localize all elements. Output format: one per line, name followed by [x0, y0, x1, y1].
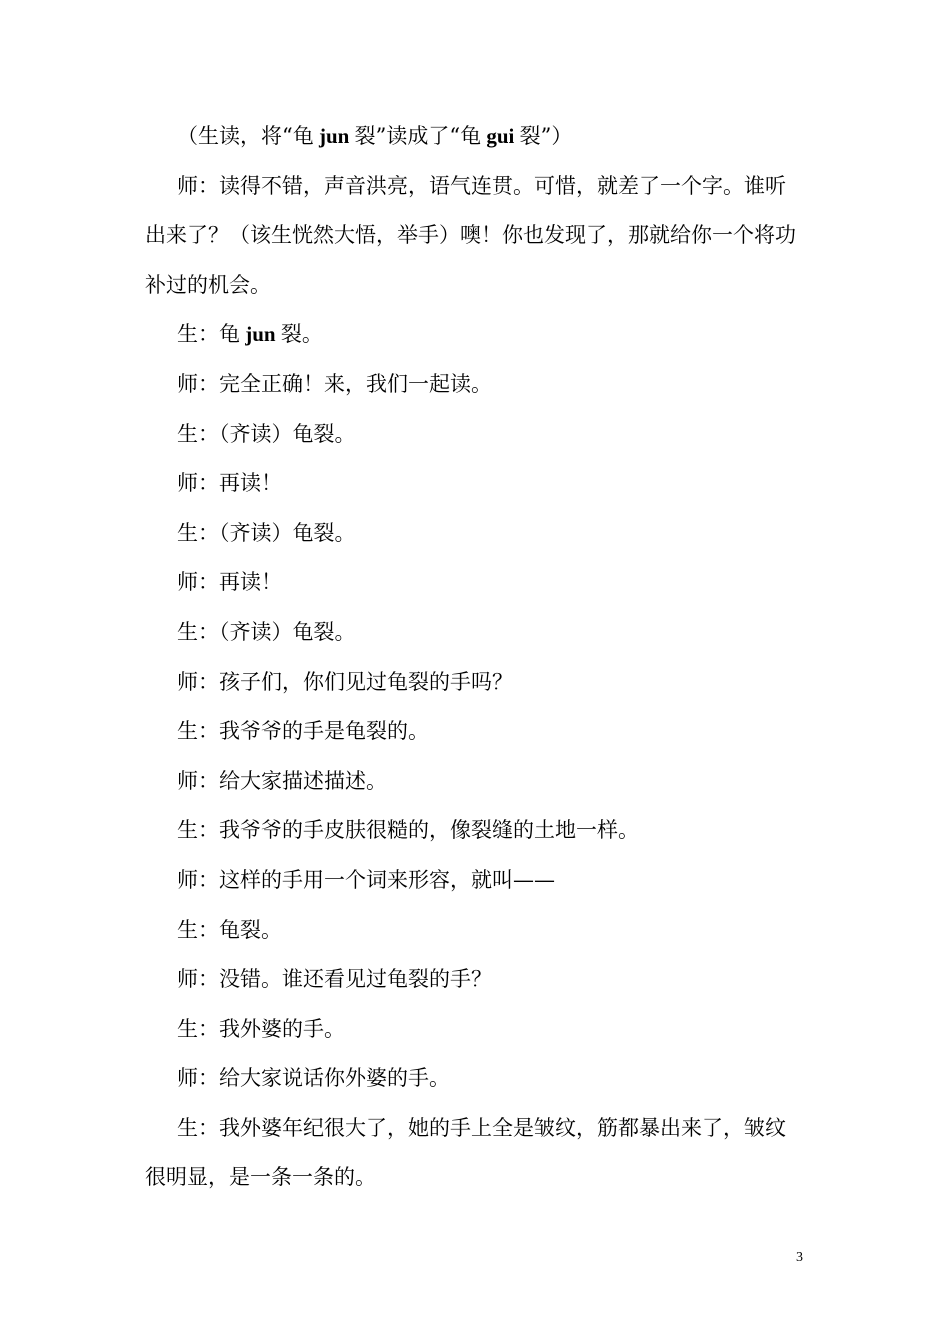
pinyin-text: gui — [481, 124, 520, 148]
paragraph: 生：龟裂。 — [177, 917, 282, 942]
pinyin-text: jun — [240, 322, 281, 347]
page-number: 3 — [796, 1250, 803, 1265]
paragraph: 师：再读！ — [177, 471, 282, 496]
paragraph: 师：没错。谁还看见过龟裂的手？ — [177, 967, 492, 992]
paragraph: 生：（齐读）龟裂。 — [177, 421, 356, 446]
paragraph: 师：给大家描述描述。 — [177, 768, 387, 793]
paragraph: 生：（齐读）龟裂。 — [177, 520, 356, 545]
paragraph: 生：我外婆年纪很大了，她的手上全是皱纹，筋都暴出来了，皱纹很明显，是一条一条的。 — [145, 1115, 786, 1190]
paragraph: 生：龟 jun 裂。 — [177, 322, 323, 347]
paragraph: 师：完全正确！来，我们一起读。 — [177, 371, 492, 396]
paragraph: 生：我爷爷的手皮肤很糙的，像裂缝的土地一样。 — [177, 818, 639, 843]
paragraph: 生：（齐读）龟裂。 — [177, 619, 356, 644]
paragraph: 师：这样的手用一个词来形容，就叫—— — [177, 867, 555, 892]
paragraph: 生：我外婆的手。 — [177, 1016, 345, 1041]
pinyin-text: jun — [313, 124, 355, 148]
paragraph: 师：给大家说话你外婆的手。 — [177, 1066, 450, 1091]
paragraph: 师：再读！ — [177, 570, 282, 595]
paragraph: 师：孩子们，你们见过龟裂的手吗？ — [177, 669, 513, 694]
paragraph: 师：读得不错，声音洪亮，语气连贯。可惜，就差了一个字。谁听出来了？（该生恍然大悟，举手）噢！你也发现了，那就给你一个将功补过的机会。 — [145, 173, 796, 297]
document-body — [145, 112, 805, 1203]
paragraph: （生读，将“龟 jun 裂”读成了“龟 gui 裂”） — [177, 124, 573, 148]
paragraph: 生：我爷爷的手是龟裂的。 — [177, 719, 429, 744]
